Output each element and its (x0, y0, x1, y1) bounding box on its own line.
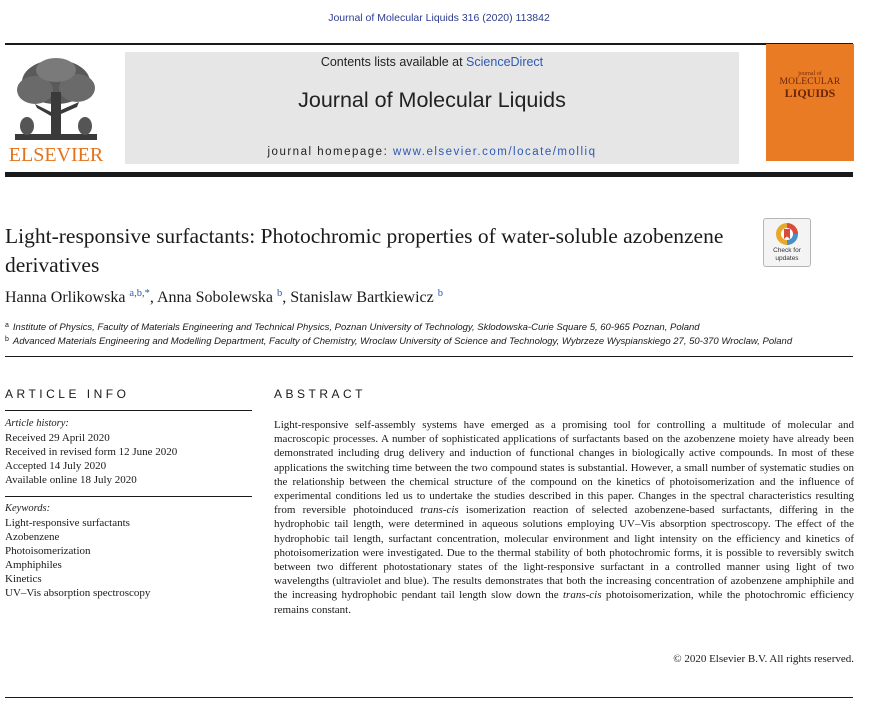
homepage-prefix: journal homepage: (267, 146, 393, 158)
abstract-part: photoisomerization, while the photochromic efficiency remains constant. (274, 589, 854, 616)
article-history-label: Article history: (5, 418, 69, 429)
author-separator: , (149, 289, 157, 306)
keywords-label: Keywords: (5, 503, 51, 514)
abstract-text (274, 418, 854, 617)
journal-citation[interactable]: Journal of Molecular Liquids 316 (2020) 113842 (328, 12, 550, 24)
history-revised: Received in revised form 12 June 2020 (5, 446, 178, 458)
abstract-emphasis: trans-cis (420, 504, 459, 517)
check-updates-label-1: Check for (773, 247, 801, 254)
abstract-heading: ABSTRACT (274, 387, 367, 401)
abstract-emphasis: trans-cis (563, 589, 602, 602)
history-accepted: Accepted 14 July 2020 (5, 460, 107, 472)
check-updates-label (764, 247, 810, 262)
copyright-notice: © 2020 Elsevier B.V. All rights reserved. (673, 653, 854, 665)
author-separator: , (282, 289, 291, 306)
keyword-item[interactable]: UV–Vis absorption spectroscopy (5, 587, 151, 599)
elsevier-wordmark: ELSEVIER (8, 144, 104, 166)
check-updates-icon (775, 222, 799, 246)
cover-title-line-2: LIQUIDS (784, 86, 836, 100)
author-name[interactable]: Stanislaw Bartkiewicz (290, 289, 434, 306)
sciencedirect-link[interactable]: ScienceDirect (466, 55, 544, 69)
author-affiliation-mark[interactable]: b (437, 288, 443, 299)
check-for-updates-button[interactable] (763, 218, 811, 267)
affiliation-text: Institute of Physics, Faculty of Materials Engineering and Technical Physics, Poznan University of Technology, Sklodowska-Curie Square 5, 60-965 Poznan, Poland (12, 322, 700, 333)
history-online: Available online 18 July 2020 (5, 474, 137, 486)
journal-banner (125, 52, 739, 164)
section-rule (5, 356, 853, 357)
cover-title-line-1: MOLECULAR (779, 77, 841, 87)
contents-line (125, 55, 739, 69)
journal-title[interactable]: Journal of Molecular Liquids (298, 88, 566, 112)
journal-homepage-link[interactable]: www.elsevier.com/locate/molliq (392, 146, 597, 158)
affiliation-marker: b (5, 336, 9, 343)
keyword-item[interactable]: Amphiphiles (5, 559, 62, 571)
author-affiliation-mark[interactable] (129, 288, 149, 299)
homepage-line (125, 146, 739, 158)
masthead-rule (5, 172, 853, 177)
keyword-item[interactable]: Kinetics (5, 573, 42, 585)
author-affiliation-mark[interactable]: b (276, 288, 283, 299)
author-list (5, 288, 443, 307)
keyword-item[interactable]: Light-responsive surfactants (5, 517, 130, 529)
affiliation-a (5, 322, 700, 333)
header-rule (5, 43, 853, 45)
author-name[interactable]: Hanna Orlikowska (5, 289, 126, 306)
article-info-heading: ARTICLE INFO (5, 387, 130, 401)
contents-prefix: Contents lists available at (320, 55, 467, 69)
footer-rule (5, 697, 853, 698)
abstract-part: Light-responsive self-assembly systems have emerged as a promising tool for controlling a multitude of molecular and macroscopic processes. A number of sophisticated applications of surfactants based on the azobenzene moiety have already been demonstrated including drug delivery and induction of functional changes in biologically active compounds. In most of these applications the switching time between the two compound states is substantial. However, a small number of systematic studies on the relationship between the chemical structure of the compound on the kinetics of photoisomerization and the influence of experimental conditions led us to undertake the studies described in this paper. Changes in the spectral characteristics resulting from reversible photoinduced (274, 419, 854, 517)
check-updates-label-2: updates (775, 254, 799, 262)
author-name[interactable]: Anna Sobolewska (156, 289, 273, 306)
history-received: Received 29 April 2020 (5, 432, 110, 444)
affiliation-text: Advanced Materials Engineering and Modelling Department, Faculty of Chemistry, Wroclaw University of Science and Technology, Wybrzeze Wyspianskiego 27, 50-370 Wroclaw, Poland (12, 336, 793, 347)
article-info-rule (5, 410, 252, 411)
article-title: Light-responsive surfactants: Photochromic properties of water-soluble azobenzene derivatives (5, 224, 724, 277)
keywords-rule (5, 496, 252, 497)
affiliation-marker: a (5, 322, 9, 329)
affiliation-mark-text: a,b, (129, 288, 145, 299)
abstract-part: isomerization reaction of selected azobenzene-based surfactants, differing in the hydrophobic tail length, were determined in aqueous solutions employing UV–Vis absorption spectroscopy. The effect of the hydrophobic tail length, surfactant concentration, molecular environment and light intensity on the efficiency and kinetics of photoisomerization were investigated. Due to the thermal stability of both photochromic forms, it is possible to reversibly switch between two different photostationary states of the light-responsive surfactant in a controlled manner using light of two wavelengths (ultraviolet and blue). The results demonstrates that both the increasing concentration of azobenzene amphiphile and the increasing hydrophobic pendant tail length slow down the (274, 504, 854, 602)
cover-small-text: journal of (798, 71, 822, 77)
keyword-item[interactable]: Azobenzene (5, 531, 60, 543)
corresponding-author-mark[interactable]: * (144, 288, 150, 299)
journal-cover[interactable] (766, 44, 854, 161)
affiliation-b (5, 336, 792, 347)
keyword-item[interactable]: Photoisomerization (5, 545, 91, 557)
